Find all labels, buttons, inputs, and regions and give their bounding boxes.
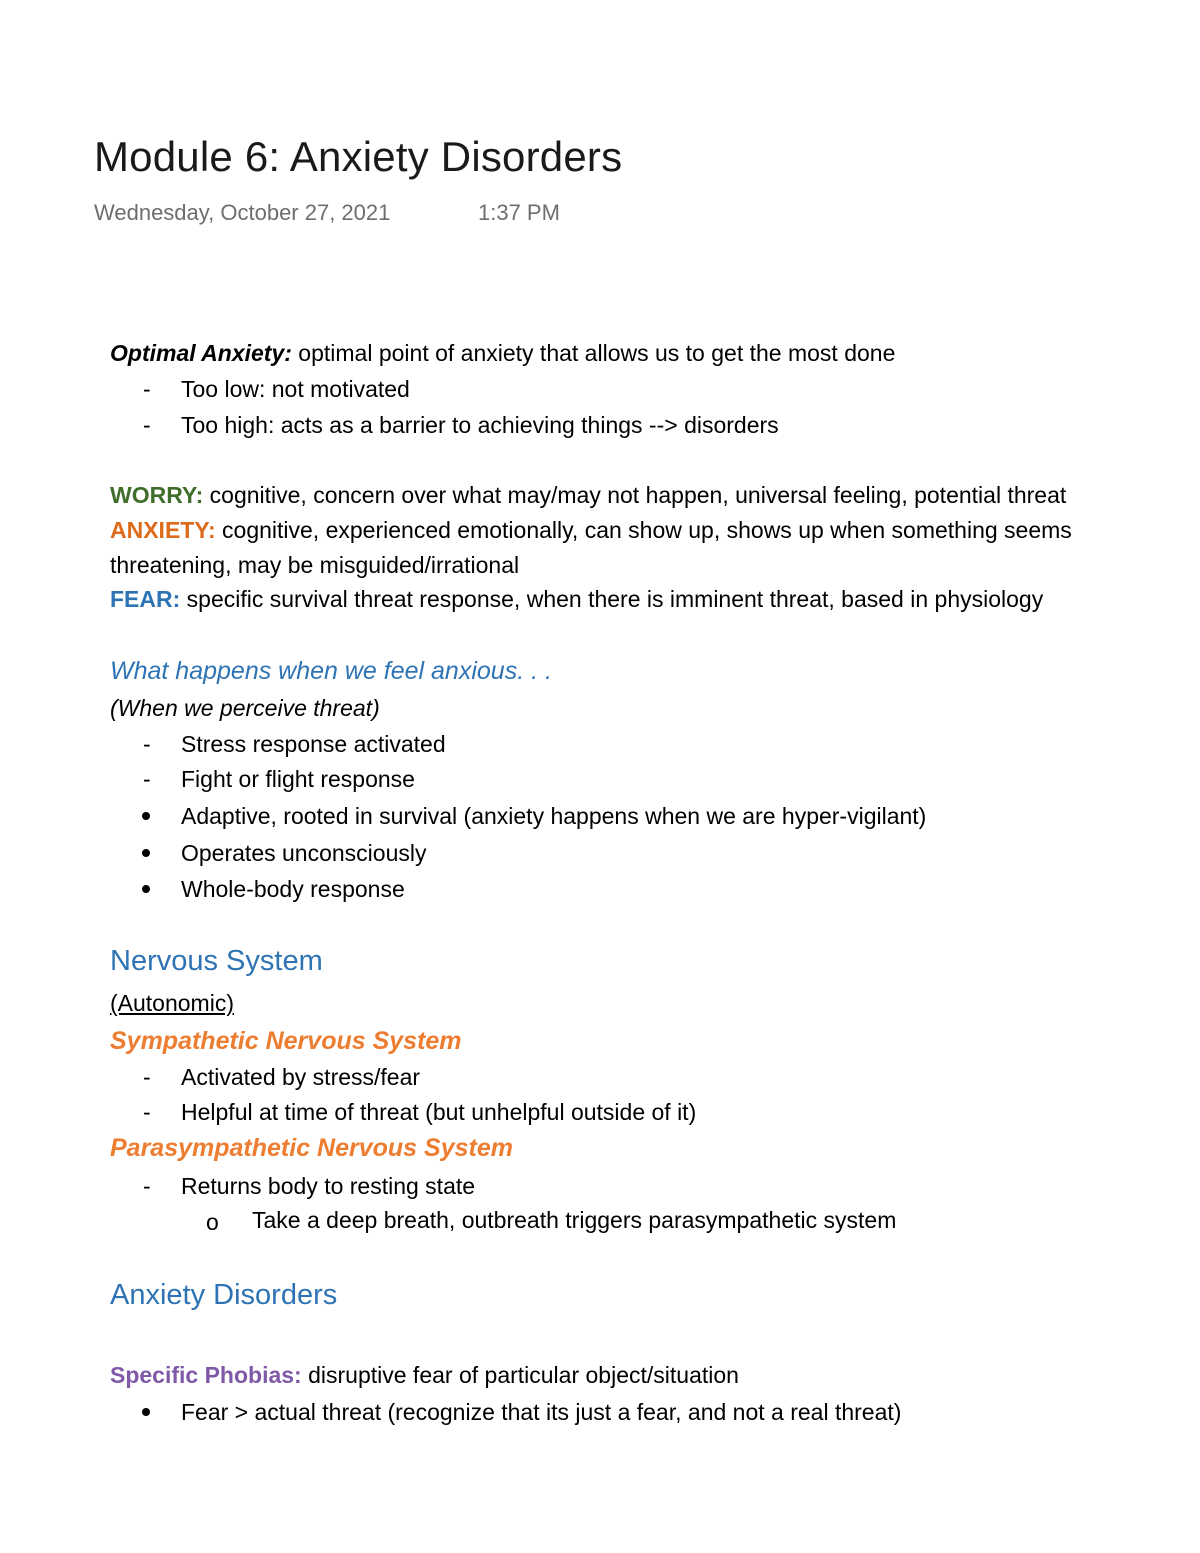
worry-definition [110,481,1066,509]
list-item: Activated by stress/fear [181,1064,421,1090]
specific-phobias-text: disruptive fear of particular object/situation [301,1362,739,1388]
list-item: Stress response activated [181,731,446,757]
list-item: Too low: not motivated [181,376,410,402]
fear-definition [110,585,1043,613]
list-item: Whole-body response [181,876,405,902]
optimal-anxiety-term: Optimal Anxiety: [110,340,292,366]
anxiety-text: cognitive, experienced emotionally, can show up, shows up when something seems [215,517,1072,543]
list-item: Fight or flight response [181,766,415,792]
fear-term: FEAR: [110,586,181,612]
dash-marker: - [143,731,151,757]
autonomic-label: (Autonomic) [110,990,234,1016]
dash-marker: - [143,1099,151,1125]
list-item: Fear > actual threat (recognize that its just a fear, and not a real threat) [181,1399,902,1425]
sub-bullet-marker: o [206,1209,219,1235]
sub-list-item: Take a deep breath, outbreath triggers parasympathetic system [252,1207,897,1233]
nervous-system-heading: Nervous System [110,945,323,977]
anxiety-term: ANXIETY: [110,517,216,543]
bullet-dot [142,885,150,893]
optimal-anxiety-definition [110,339,895,367]
dash-marker: - [143,376,151,402]
anxiety-definition [110,516,1072,544]
page-title: Module 6: Anxiety Disorders [94,133,623,180]
bullet-dot [142,812,150,820]
list-item: Operates unconsciously [181,840,427,866]
bullet-dot [142,849,150,857]
worry-text: cognitive, concern over what may/may not happen, universal feeling, potential threat [203,482,1067,508]
specific-phobias-term: Specific Phobias: [110,1362,302,1388]
anxiety-definition-cont: threatening, may be misguided/irrational [110,552,520,578]
list-item: Returns body to resting state [181,1173,476,1199]
dash-marker: - [143,766,151,792]
dash-marker: - [143,1173,151,1199]
sympathetic-heading: Sympathetic Nervous System [110,1027,462,1055]
fear-text: specific survival threat response, when there is imminent threat, based in physiology [180,586,1044,612]
list-item: Too high: acts as a barrier to achieving things --> disorders [181,412,779,438]
anxious-heading: What happens when we feel anxious. . . [110,657,552,685]
bullet-dot [142,1408,150,1416]
dash-marker: - [143,1064,151,1090]
anxiety-disorders-heading: Anxiety Disorders [110,1279,338,1311]
optimal-anxiety-text: optimal point of anxiety that allows us to get the most done [291,340,896,366]
parasympathetic-heading: Parasympathetic Nervous System [110,1134,513,1162]
list-item: Adaptive, rooted in survival (anxiety happens when we are hyper-vigilant) [181,803,927,829]
note-time: 1:37 PM [478,200,560,225]
note-date: Wednesday, October 27, 2021 [94,200,391,225]
worry-term: WORRY: [110,482,204,508]
dash-marker: - [143,412,151,438]
specific-phobias-definition [110,1361,739,1389]
anxious-subtitle: (When we perceive threat) [110,695,380,721]
list-item: Helpful at time of threat (but unhelpful outside of it) [181,1099,697,1125]
